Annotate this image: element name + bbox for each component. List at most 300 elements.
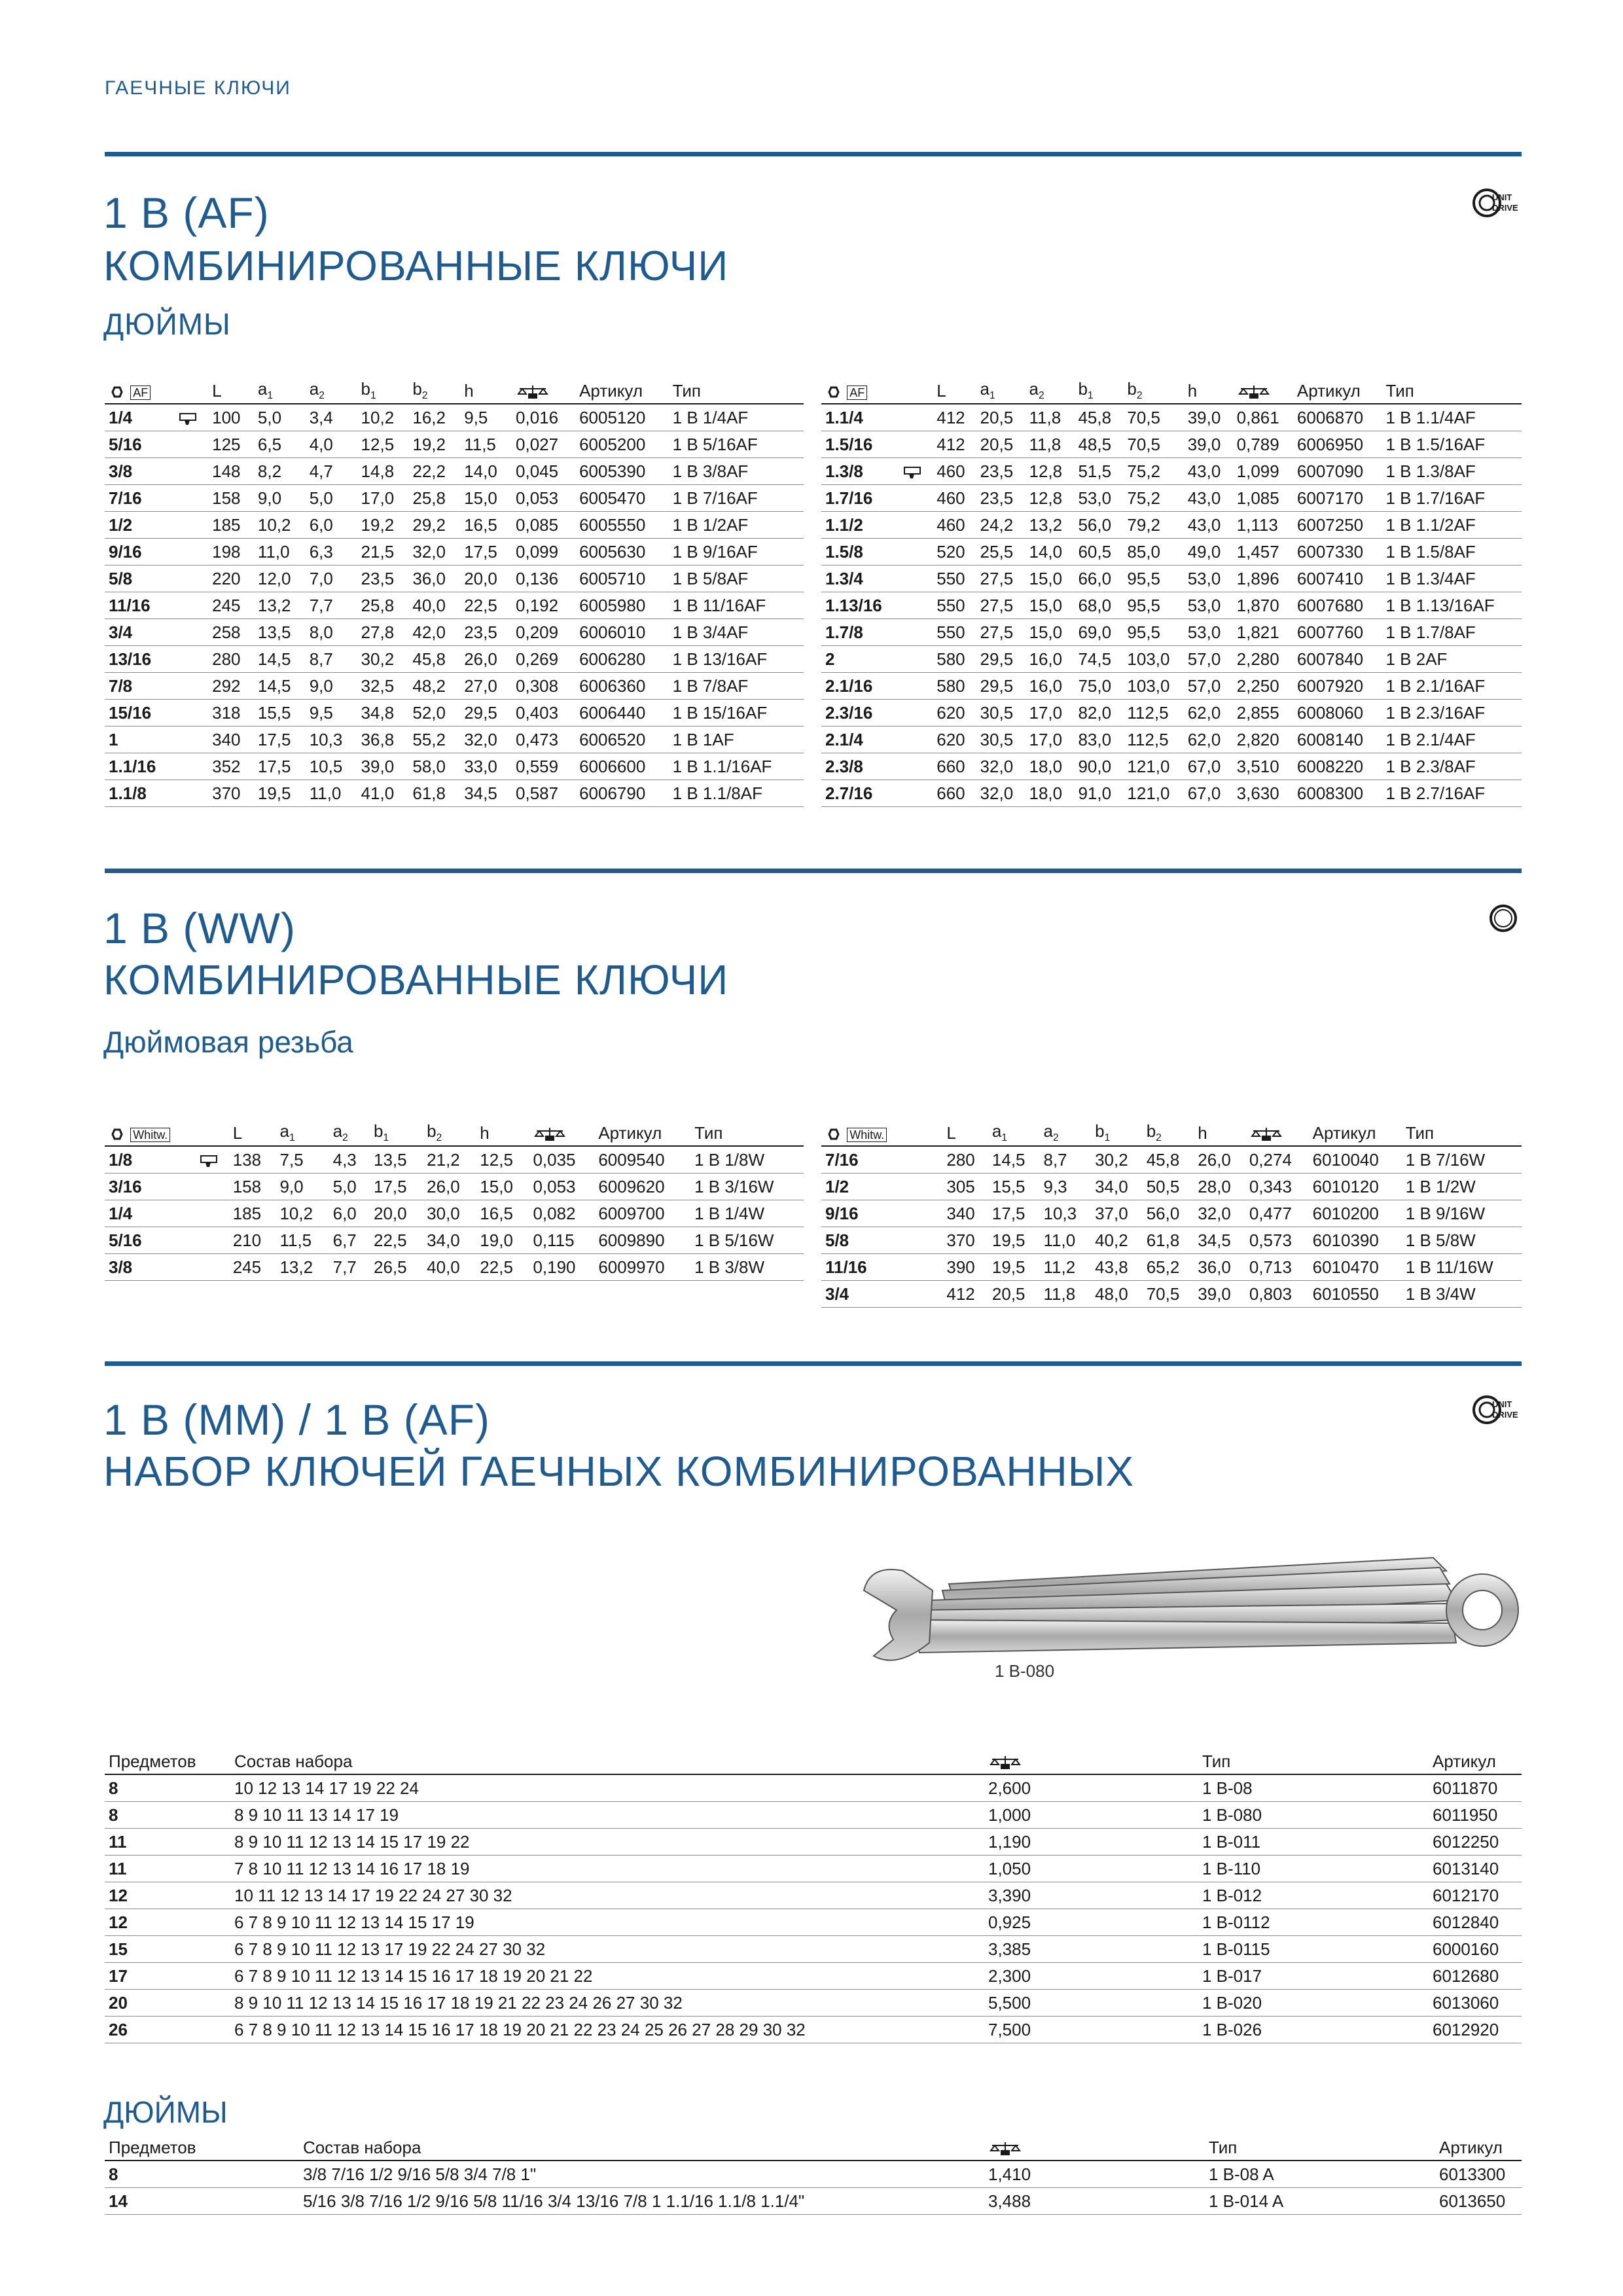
weight-header [984,1749,1198,1774]
value-cell: 6005550 [575,512,669,539]
value-cell: 15,0 [1026,565,1075,592]
value-cell: 30,5 [976,726,1026,753]
table-row [821,565,1522,592]
spacer-header [174,378,208,404]
value-cell: 39,0 [357,753,409,780]
weight-cell: 1,410 [984,2161,1205,2188]
spacer-cell [195,1146,229,1174]
value-cell: 245 [229,1254,276,1281]
value-cell: 6006520 [575,726,669,753]
table-row [105,539,804,565]
value-cell: 550 [933,619,976,646]
value-cell: 6008140 [1293,726,1382,753]
value-cell: 57,0 [1184,646,1233,673]
value-cell: 15,0 [476,1174,529,1200]
size-cell: 2.1/16 [821,673,899,700]
table-row [105,1856,1522,1882]
spacer-cell [899,700,933,726]
type-cell: 1 B-110 [1198,1856,1429,1882]
value-cell: 10,5 [306,753,357,780]
table-header-row [105,1121,804,1146]
value-cell: 34,8 [357,700,409,726]
set-header: Состав набора [230,1749,984,1774]
table-row [105,619,804,646]
wrench-set-image [857,1545,1525,1689]
value-cell: 42,0 [408,619,460,646]
value-cell: 11,0 [1040,1227,1092,1254]
value-cell: 0,803 [1245,1281,1309,1308]
value-cell: 11,8 [1040,1281,1092,1308]
value-cell: 550 [933,592,976,619]
dimension-header: h [460,378,512,404]
size-header [821,1121,908,1146]
value-cell: 36,0 [1194,1254,1245,1281]
value-cell: 1 B 9/16AF [669,539,804,565]
spacer-cell [195,1254,229,1281]
value-cell: 75,0 [1074,673,1123,700]
value-cell: 6009540 [594,1146,690,1174]
table-row [105,592,804,619]
table-row [821,753,1522,780]
value-cell: 16,5 [460,512,512,539]
article-cell: 6012840 [1429,1909,1522,1936]
value-cell: 1 B 1.1/8AF [669,780,804,807]
value-cell: 19,5 [254,780,306,807]
section1-subtitle: КОМБИНИРОВАННЫЕ КЛЮЧИ [103,242,729,289]
article-header: Артикул [1435,2135,1522,2161]
table-header-row [821,378,1522,404]
value-cell: 6005120 [575,404,669,431]
dimension-header: L [229,1121,276,1146]
value-cell: 29,5 [460,700,512,726]
set-cell: 8 9 10 11 12 13 14 15 17 19 22 [230,1829,984,1856]
value-cell: 23,5 [460,619,512,646]
table-row [105,700,804,726]
table-row [821,592,1522,619]
inch-sets-table [105,2135,1522,2215]
value-cell: 460 [933,512,976,539]
table-row [821,512,1522,539]
hex-key-icon [109,1126,126,1142]
value-cell: 1 B 2.3/16AF [1382,700,1522,726]
value-cell: 103,0 [1123,673,1183,700]
value-cell: 15,5 [988,1174,1040,1200]
table-row [105,753,804,780]
value-cell: 82,0 [1074,700,1123,726]
weight-cell: 3,390 [984,1882,1198,1909]
hex-key-icon [825,384,842,400]
table-header-row [105,1749,1522,1774]
type-header: Тип [690,1121,804,1146]
table-row [105,1882,1522,1909]
table-row [105,780,804,807]
weight-header [512,378,575,404]
weight-header [984,2135,1205,2161]
value-cell: 19,0 [476,1227,529,1254]
value-cell: 25,8 [357,592,409,619]
spacer-cell [908,1146,942,1174]
table-row [105,1990,1522,2017]
value-cell: 6007840 [1293,646,1382,673]
dimension-header: $b_2$ [423,1121,476,1146]
article-cell: 6011870 [1429,1774,1522,1802]
value-cell: 19,2 [408,431,460,458]
value-cell: 39,0 [1184,431,1233,458]
weight-scale-icon [533,1126,567,1143]
weight-header [529,1121,594,1146]
table-row [821,780,1522,807]
value-cell: 9,5 [460,404,512,431]
size-cell: 2.3/8 [821,753,899,780]
value-cell: 7,7 [329,1254,370,1281]
value-cell: 318 [208,700,254,726]
dimension-header: $b_1$ [357,378,409,404]
value-cell: 6006790 [575,780,669,807]
set-cell: 6 7 8 9 10 11 12 13 14 15 16 17 18 19 20 21 22 23 24 25 26 27 28 29 30 32 [230,2017,984,2043]
value-cell: 0,016 [512,404,575,431]
value-cell: 13,2 [254,592,306,619]
value-cell: 0,190 [529,1254,594,1281]
section2-units: Дюймовая резьба [103,1025,353,1059]
value-cell: 14,5 [254,646,306,673]
value-cell: 0,713 [1245,1254,1309,1281]
value-cell: 27,5 [976,619,1026,646]
value-cell: 11,5 [276,1227,329,1254]
value-cell: 17,5 [254,753,306,780]
value-cell: 9,0 [276,1174,329,1200]
article-cell: 6013140 [1429,1856,1522,1882]
value-cell: 1 B 5/8W [1402,1227,1522,1254]
value-cell: 8,7 [306,646,357,673]
ww-table-right [821,1121,1522,1308]
value-cell: 85,0 [1123,539,1183,565]
spacer-cell [195,1174,229,1200]
set-cell: 10 11 12 13 14 17 19 22 24 27 30 32 [230,1882,984,1909]
value-cell: 1 B 1/2AF [669,512,804,539]
value-cell: 6006280 [575,646,669,673]
value-cell: 1 B 2AF [1382,646,1522,673]
items-cell: 8 [105,2161,299,2188]
size-cell: 2.7/16 [821,780,899,807]
value-cell: 2,250 [1233,673,1293,700]
spacer-cell [899,404,933,431]
value-cell: 158 [208,485,254,512]
value-cell: 61,8 [1143,1227,1194,1254]
type-header: Тип [1198,1749,1429,1774]
table-row [105,485,804,512]
spacer-cell [908,1281,942,1308]
value-cell: 17,5 [254,726,306,753]
table-row [105,2188,1522,2215]
value-cell: 90,0 [1074,753,1123,780]
value-cell: 53,0 [1184,565,1233,592]
article-cell: 6000160 [1429,1936,1522,1963]
value-cell: 6010550 [1309,1281,1402,1308]
value-cell: 1 B 1/4W [690,1200,804,1227]
value-cell: 0,035 [529,1146,594,1174]
value-cell: 19,5 [988,1227,1040,1254]
value-cell: 520 [933,539,976,565]
type-header: Тип [1402,1121,1522,1146]
value-cell: 8,7 [1040,1146,1092,1174]
type-cell: 1 B-011 [1198,1829,1429,1856]
value-cell: 11,0 [306,780,357,807]
value-cell: 22,5 [476,1254,529,1281]
spacer-cell [174,565,208,592]
value-cell: 10,2 [254,512,306,539]
size-cell: 13/16 [105,646,174,673]
table-header-row [105,2135,1522,2161]
spacer-header [908,1121,942,1146]
hex-key-icon [109,384,126,400]
value-cell: 158 [229,1174,276,1200]
spacer-cell [899,753,933,780]
value-cell: 580 [933,646,976,673]
weight-scale-icon [1237,384,1271,401]
size-cell: 3/8 [105,1254,195,1281]
spacer-cell [174,458,208,485]
dimension-header: $b_2$ [1143,1121,1194,1146]
table-row [105,431,804,458]
size-cell: 1.3/4 [821,565,899,592]
value-cell: 1,085 [1233,485,1293,512]
article-header: Артикул [1429,1749,1522,1774]
table-row [821,1254,1522,1281]
table-row [105,1936,1522,1963]
dimension-header: $a_2$ [329,1121,370,1146]
svg-text:DRIVE: DRIVE [1492,203,1518,213]
value-cell: 19,2 [357,512,409,539]
value-cell: 69,0 [1074,619,1123,646]
value-cell: 11,5 [460,431,512,458]
value-cell: 6005630 [575,539,669,565]
article-header: Артикул [594,1121,690,1146]
value-cell: 125 [208,431,254,458]
value-cell: 198 [208,539,254,565]
weight-cell: 7,500 [984,2017,1198,2043]
value-cell: 1 B 7/16W [1402,1146,1522,1174]
value-cell: 65,2 [1143,1254,1194,1281]
size-cell: 3/4 [821,1281,908,1308]
value-cell: 6007330 [1293,539,1382,565]
sets-table [105,1749,1522,2043]
value-cell: 10,3 [1040,1200,1092,1227]
value-cell: 6009970 [594,1254,690,1281]
value-cell: 22,5 [370,1227,423,1254]
table-row [105,726,804,753]
value-cell: 33,0 [460,753,512,780]
table-row [821,1200,1522,1227]
article-cell: 6012920 [1429,2017,1522,2043]
items-cell: 12 [105,1909,230,1936]
size-cell: 3/4 [105,619,174,646]
type-cell: 1 B-026 [1198,2017,1429,2043]
value-cell: 3,510 [1233,753,1293,780]
size-cell: 7/16 [105,485,174,512]
value-cell: 22,5 [460,592,512,619]
value-cell: 12,5 [357,431,409,458]
spacer-cell [174,726,208,753]
value-cell: 30,2 [357,646,409,673]
value-cell: 1 B 7/8AF [669,673,804,700]
weight-cell: 0,925 [984,1909,1198,1936]
value-cell: 6007760 [1293,619,1382,646]
key-type-label: Whitw. [130,1128,170,1142]
table-row [105,1774,1522,1802]
value-cell: 17,5 [988,1200,1040,1227]
value-cell: 11,2 [1040,1254,1092,1281]
size-cell: 1/2 [821,1174,908,1200]
value-cell: 0,115 [529,1227,594,1254]
value-cell: 43,0 [1184,512,1233,539]
value-cell: 6008300 [1293,780,1382,807]
spacer-cell [174,673,208,700]
items-cell: 11 [105,1829,230,1856]
key-type-label: Whitw. [847,1128,887,1142]
value-cell: 67,0 [1184,753,1233,780]
article-cell: 6012250 [1429,1829,1522,1856]
value-cell: 25,8 [408,485,460,512]
value-cell: 62,0 [1184,726,1233,753]
value-cell: 0,573 [1245,1227,1309,1254]
value-cell: 6006950 [1293,431,1382,458]
value-cell: 412 [933,431,976,458]
value-cell: 9,0 [306,673,357,700]
value-cell: 1,896 [1233,565,1293,592]
value-cell: 30,0 [423,1200,476,1227]
value-cell: 1 B 1.13/16AF [1382,592,1522,619]
value-cell: 0,343 [1245,1174,1309,1200]
size-cell: 9/16 [821,1200,908,1227]
value-cell: 0,274 [1245,1146,1309,1174]
table-row [105,512,804,539]
value-cell: 280 [942,1146,988,1174]
value-cell: 43,0 [1184,458,1233,485]
size-cell: 1/2 [105,512,174,539]
value-cell: 6006870 [1293,404,1382,431]
spacer-cell [899,485,933,512]
value-cell: 51,5 [1074,458,1123,485]
table-row [105,1802,1522,1829]
spacer-cell [174,700,208,726]
value-cell: 27,5 [976,565,1026,592]
value-cell: 10,2 [357,404,409,431]
value-cell: 1 B 15/16AF [669,700,804,726]
spacer-header [899,378,933,404]
value-cell: 18,0 [1026,780,1075,807]
type-cell: 1 B-08 A [1205,2161,1435,2188]
type-cell: 1 B-014 A [1205,2188,1435,2215]
value-cell: 6010120 [1309,1174,1402,1200]
value-cell: 27,0 [460,673,512,700]
value-cell: 6006440 [575,700,669,726]
value-cell: 26,0 [1194,1146,1245,1174]
dimension-header: L [208,378,254,404]
size-cell: 5/16 [105,431,174,458]
value-cell: 245 [208,592,254,619]
article-cell: 6011950 [1429,1802,1522,1829]
value-cell: 56,0 [1143,1200,1194,1227]
value-cell: 30,2 [1091,1146,1143,1174]
value-cell: 40,0 [423,1254,476,1281]
value-cell: 6010040 [1309,1146,1402,1174]
value-cell: 48,5 [1074,431,1123,458]
value-cell: 91,0 [1074,780,1123,807]
value-cell: 620 [933,726,976,753]
value-cell: 20,5 [976,431,1026,458]
items-cell: 20 [105,1990,230,2017]
table-row [105,2017,1522,2043]
value-cell: 550 [933,565,976,592]
items-cell: 26 [105,2017,230,2043]
value-cell: 16,0 [1026,673,1075,700]
dimension-header: $a_1$ [254,378,306,404]
dimension-header: L [942,1121,988,1146]
type-cell: 1 B-020 [1198,1990,1429,2017]
value-cell: 0,403 [512,700,575,726]
value-cell: 7,7 [306,592,357,619]
value-cell: 0,269 [512,646,575,673]
value-cell: 1 B 5/8AF [669,565,804,592]
value-cell: 185 [229,1200,276,1227]
value-cell: 20,5 [976,404,1026,431]
size-cell: 1.1/16 [105,753,174,780]
value-cell: 13,2 [1026,512,1075,539]
value-cell: 1 B 1/8W [690,1146,804,1174]
table-row [821,726,1522,753]
value-cell: 6009620 [594,1174,690,1200]
svg-text:UNIT: UNIT [1492,1399,1512,1409]
value-cell: 0,099 [512,539,575,565]
unit-drive-logo [1472,185,1520,221]
value-cell: 660 [933,753,976,780]
size-header [821,378,899,404]
value-cell: 37,0 [1091,1200,1143,1227]
value-cell: 20,0 [460,565,512,592]
value-cell: 40,0 [408,592,460,619]
dimension-header: $b_2$ [1123,378,1183,404]
value-cell: 45,8 [1143,1146,1194,1174]
size-cell: 1.1/8 [105,780,174,807]
spacer-cell [174,753,208,780]
table-row [105,1174,804,1200]
value-cell: 6009890 [594,1227,690,1254]
spacer-cell [908,1174,942,1200]
set-cell: 8 9 10 11 13 14 17 19 [230,1802,984,1829]
value-cell: 1 B 1.7/16AF [1382,485,1522,512]
type-cell: 1 B-080 [1198,1802,1429,1829]
value-cell: 17,0 [357,485,409,512]
value-cell: 10,3 [306,726,357,753]
value-cell: 6,5 [254,431,306,458]
value-cell: 2,855 [1233,700,1293,726]
value-cell: 53,0 [1184,619,1233,646]
weight-scale-icon [988,1754,1022,1771]
size-cell: 1.1/4 [821,404,899,431]
type-header: Тип [669,378,804,404]
table-row [821,1281,1522,1308]
items-cell: 15 [105,1936,230,1963]
value-cell: 45,8 [408,646,460,673]
value-cell: 1 B 1.1/2AF [1382,512,1522,539]
value-cell: 5,0 [306,485,357,512]
value-cell: 1 B 7/16AF [669,485,804,512]
value-cell: 580 [933,673,976,700]
value-cell: 460 [933,458,976,485]
value-cell: 15,0 [1026,592,1075,619]
spacer-cell [174,592,208,619]
value-cell: 138 [229,1146,276,1174]
